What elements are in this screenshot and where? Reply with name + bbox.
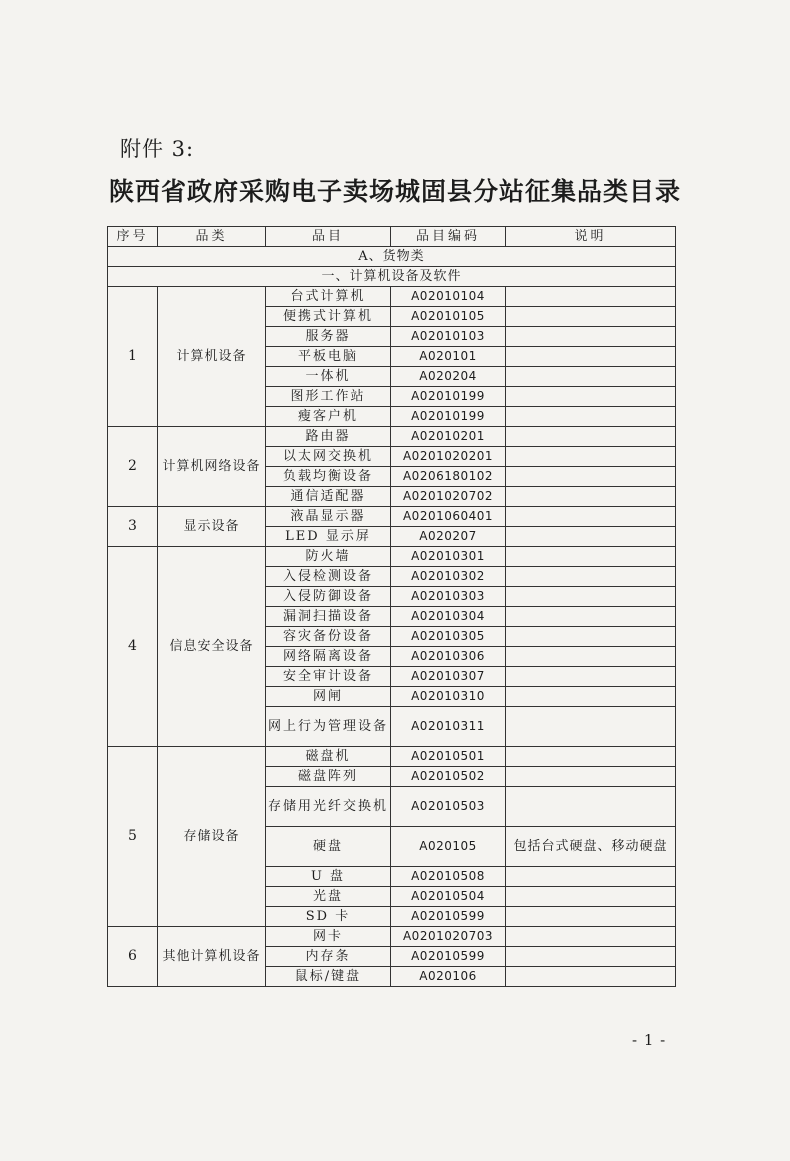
item-note [506, 907, 676, 927]
item-note: 包括台式硬盘、移动硬盘 [506, 827, 676, 867]
table-row [108, 547, 676, 567]
item-note [506, 447, 676, 467]
item-note [506, 407, 676, 427]
item-code: A02010301 [391, 547, 506, 567]
item-note [506, 787, 676, 827]
item-note [506, 307, 676, 327]
item-code: A02010508 [391, 867, 506, 887]
item-code: A02010302 [391, 567, 506, 587]
document-title: 陕西省政府采购电子卖场城固县分站征集品类目录 [108, 177, 681, 206]
item-name: 内存条 [266, 947, 391, 967]
item-name: 安全审计设备 [266, 667, 391, 687]
group-category: 其他计算机设备 [158, 927, 266, 987]
group-category: 信息安全设备 [158, 547, 266, 747]
item-note [506, 967, 676, 987]
item-code: A02010201 [391, 427, 506, 447]
table-row [108, 747, 676, 767]
item-note [506, 887, 676, 907]
item-note [506, 287, 676, 307]
item-code: A0201020703 [391, 927, 506, 947]
item-note [506, 707, 676, 747]
section-goods: A、货物类 [108, 247, 676, 267]
item-note [506, 627, 676, 647]
table-row [108, 427, 676, 447]
item-code: A02010105 [391, 307, 506, 327]
item-name: 漏洞扫描设备 [266, 607, 391, 627]
item-name: 鼠标/键盘 [266, 967, 391, 987]
item-note [506, 547, 676, 567]
subsection-row [108, 267, 676, 287]
attachment-label: 附件 3: [120, 137, 195, 161]
item-code: A02010305 [391, 627, 506, 647]
item-name: SD 卡 [266, 907, 391, 927]
section-row [108, 247, 676, 267]
item-name: 光盘 [266, 887, 391, 907]
item-name: 通信适配器 [266, 487, 391, 507]
item-name: 瘦客户机 [266, 407, 391, 427]
header-code: 品目编码 [391, 227, 506, 247]
item-name: 平板电脑 [266, 347, 391, 367]
item-name: 网卡 [266, 927, 391, 947]
page-number: - 1 - [632, 1031, 667, 1049]
item-name: 存储用光纤交换机 [266, 787, 391, 827]
item-code: A02010502 [391, 767, 506, 787]
item-code: A02010103 [391, 327, 506, 347]
item-name: 以太网交换机 [266, 447, 391, 467]
table-header-row [108, 227, 676, 247]
item-code: A02010311 [391, 707, 506, 747]
table-row [108, 927, 676, 947]
group-category: 计算机网络设备 [158, 427, 266, 507]
table-row [108, 287, 676, 307]
item-name: 硬盘 [266, 827, 391, 867]
item-name: U 盘 [266, 867, 391, 887]
item-note [506, 947, 676, 967]
group-category: 显示设备 [158, 507, 266, 547]
header-category: 品类 [158, 227, 266, 247]
item-code: A02010599 [391, 947, 506, 967]
item-code: A020105 [391, 827, 506, 867]
item-code: A02010306 [391, 647, 506, 667]
item-name: 容灾备份设备 [266, 627, 391, 647]
item-note [506, 667, 676, 687]
item-name: 路由器 [266, 427, 391, 447]
item-note [506, 467, 676, 487]
item-note [506, 607, 676, 627]
item-name: 网闸 [266, 687, 391, 707]
group-seq: 4 [108, 547, 158, 747]
item-code: A02010303 [391, 587, 506, 607]
item-code: A02010501 [391, 747, 506, 767]
item-name: 图形工作站 [266, 387, 391, 407]
item-note [506, 687, 676, 707]
item-note [506, 647, 676, 667]
header-note: 说明 [506, 227, 676, 247]
item-code: A020204 [391, 367, 506, 387]
item-note [506, 347, 676, 367]
item-code: A02010599 [391, 907, 506, 927]
item-code: A02010504 [391, 887, 506, 907]
item-code: A020207 [391, 527, 506, 547]
item-name: 台式计算机 [266, 287, 391, 307]
item-note [506, 327, 676, 347]
item-code: A02010307 [391, 667, 506, 687]
item-note [506, 747, 676, 767]
item-name: 液晶显示器 [266, 507, 391, 527]
item-note [506, 567, 676, 587]
item-name: 入侵防御设备 [266, 587, 391, 607]
catalog-table [107, 226, 676, 987]
group-seq: 1 [108, 287, 158, 427]
item-code: A020101 [391, 347, 506, 367]
header-seq: 序号 [108, 227, 158, 247]
item-note [506, 527, 676, 547]
group-seq: 6 [108, 927, 158, 987]
item-name: 入侵检测设备 [266, 567, 391, 587]
item-name: 防火墙 [266, 547, 391, 567]
item-code: A0206180102 [391, 467, 506, 487]
item-name: 磁盘阵列 [266, 767, 391, 787]
item-name: 便携式计算机 [266, 307, 391, 327]
item-note [506, 427, 676, 447]
header-item: 品目 [266, 227, 391, 247]
item-code: A0201020201 [391, 447, 506, 467]
item-code: A02010199 [391, 387, 506, 407]
item-name: LED 显示屏 [266, 527, 391, 547]
table-row [108, 507, 676, 527]
item-code: A02010104 [391, 287, 506, 307]
item-code: A02010199 [391, 407, 506, 427]
item-name: 服务器 [266, 327, 391, 347]
group-seq: 5 [108, 747, 158, 927]
group-seq: 2 [108, 427, 158, 507]
item-note [506, 487, 676, 507]
subsection-computer-equipment: 一、计算机设备及软件 [108, 267, 676, 287]
item-note [506, 367, 676, 387]
item-note [506, 927, 676, 947]
item-code: A02010304 [391, 607, 506, 627]
item-note [506, 767, 676, 787]
item-code: A02010503 [391, 787, 506, 827]
item-code: A0201020702 [391, 487, 506, 507]
item-code: A020106 [391, 967, 506, 987]
item-name: 磁盘机 [266, 747, 391, 767]
item-code: A02010310 [391, 687, 506, 707]
item-note [506, 507, 676, 527]
item-note [506, 587, 676, 607]
item-note [506, 387, 676, 407]
item-name: 负载均衡设备 [266, 467, 391, 487]
item-code: A0201060401 [391, 507, 506, 527]
group-category: 计算机设备 [158, 287, 266, 427]
group-seq: 3 [108, 507, 158, 547]
group-category: 存储设备 [158, 747, 266, 927]
item-note [506, 867, 676, 887]
item-name: 网上行为管理设备 [266, 707, 391, 747]
item-name: 一体机 [266, 367, 391, 387]
item-name: 网络隔离设备 [266, 647, 391, 667]
